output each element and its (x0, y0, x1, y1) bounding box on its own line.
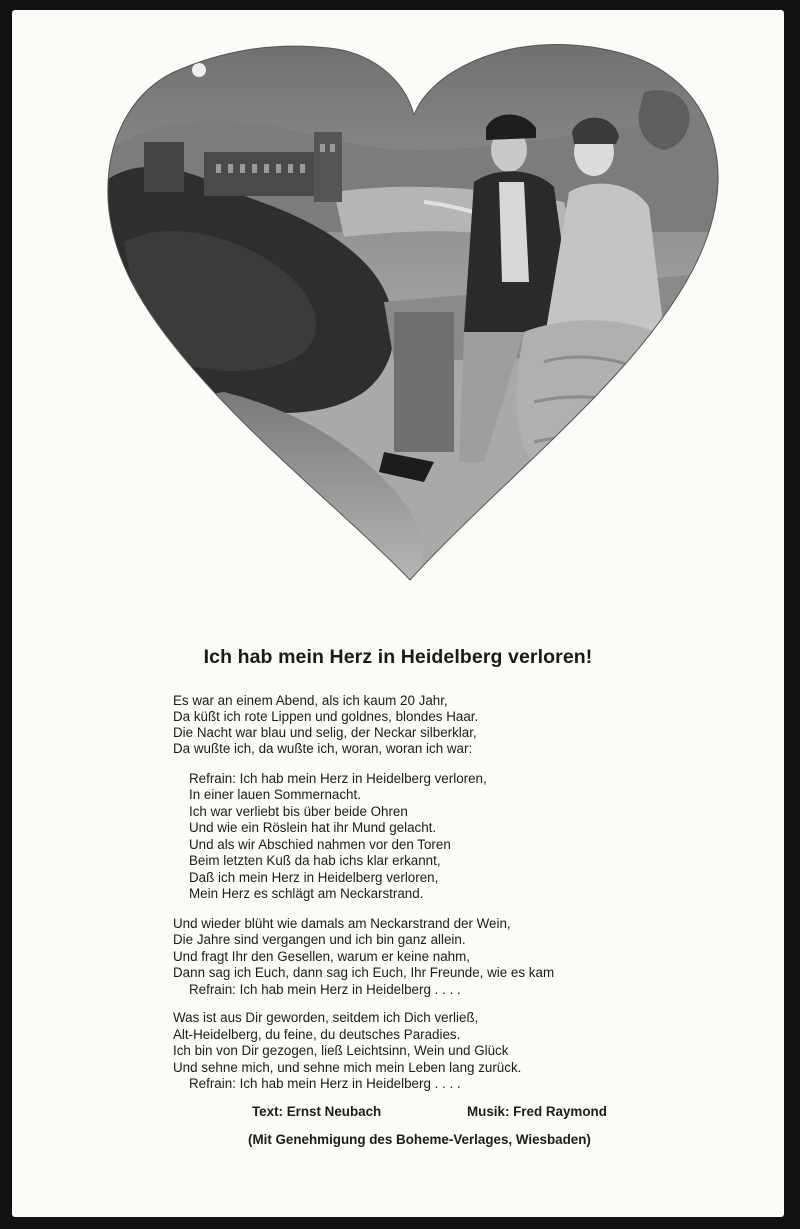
song-title: Ich hab mein Herz in Heidelberg verloren! (203, 646, 593, 668)
stanza3-line1: Was ist aus Dir geworden, seitdem ich Dich verließ, (173, 1010, 479, 1025)
stanza2-line4: Dann sag ich Euch, dann sag ich Euch, Ihr Freunde, wie es kam (173, 965, 555, 980)
refrain-line3: Ich war verliebt bis über beide Ohren (189, 804, 408, 819)
stanza2-line3: Und fragt Ihr den Gesellen, warum er keine nahm, (173, 949, 470, 964)
refrain-line1: Refrain: Ich hab mein Herz in Heidelberg verloren, (189, 771, 487, 786)
heart-illustration (104, 32, 724, 592)
stanza1-line2: Da küßt ich rote Lippen und goldnes, blondes Haar. (173, 709, 479, 724)
stanza2-line1: Und wieder blüht wie damals am Neckarstrand der Wein, (173, 916, 511, 931)
publisher-permission: (Mit Genehmigung des Boheme-Verlages, Wiesbaden) (248, 1132, 591, 1147)
refrain-line5: Und als wir Abschied nahmen vor den Toren (189, 837, 451, 852)
refrain-line8: Mein Herz es schlägt am Neckarstrand. (189, 886, 424, 901)
stanza3-line2: Alt-Heidelberg, du feine, du deutsches Paradies. (173, 1027, 461, 1042)
refrain-line7: Daß ich mein Herz in Heidelberg verloren, (189, 870, 439, 885)
stanza1-line3: Die Nacht war blau und selig, der Neckar silberklar, (173, 725, 477, 740)
stanza3-line3: Ich bin von Dir gezogen, ließ Leichtsinn, Wein und Glück (173, 1043, 509, 1058)
stanza1-line1: Es war an einem Abend, als ich kaum 20 Jahr, (173, 693, 448, 708)
refrain-line4: Und wie ein Röslein hat ihr Mund gelacht. (189, 820, 437, 835)
refrain-line2: In einer lauen Sommernacht. (189, 787, 361, 802)
refrain-line6: Beim letzten Kuß da hab ichs klar erkannt, (189, 853, 441, 868)
lyricist-credit: Text: Ernst Neubach (252, 1104, 382, 1119)
stanza1-line4: Da wußte ich, da wußte ich, woran, woran ich war: (173, 741, 473, 756)
stanza3-line4: Und sehne mich, und sehne mich mein Leben lang zurück. (173, 1060, 522, 1075)
heart-picture (104, 32, 724, 592)
postcard (12, 10, 784, 1217)
composer-credit: Musik: Fred Raymond (467, 1104, 607, 1119)
refrain-short-1: Refrain: Ich hab mein Herz in Heidelberg . . . . (189, 982, 461, 997)
refrain-short-2: Refrain: Ich hab mein Herz in Heidelberg . . . . (189, 1076, 461, 1091)
stanza2-line2: Die Jahre sind vergangen und ich bin ganz allein. (173, 932, 466, 947)
